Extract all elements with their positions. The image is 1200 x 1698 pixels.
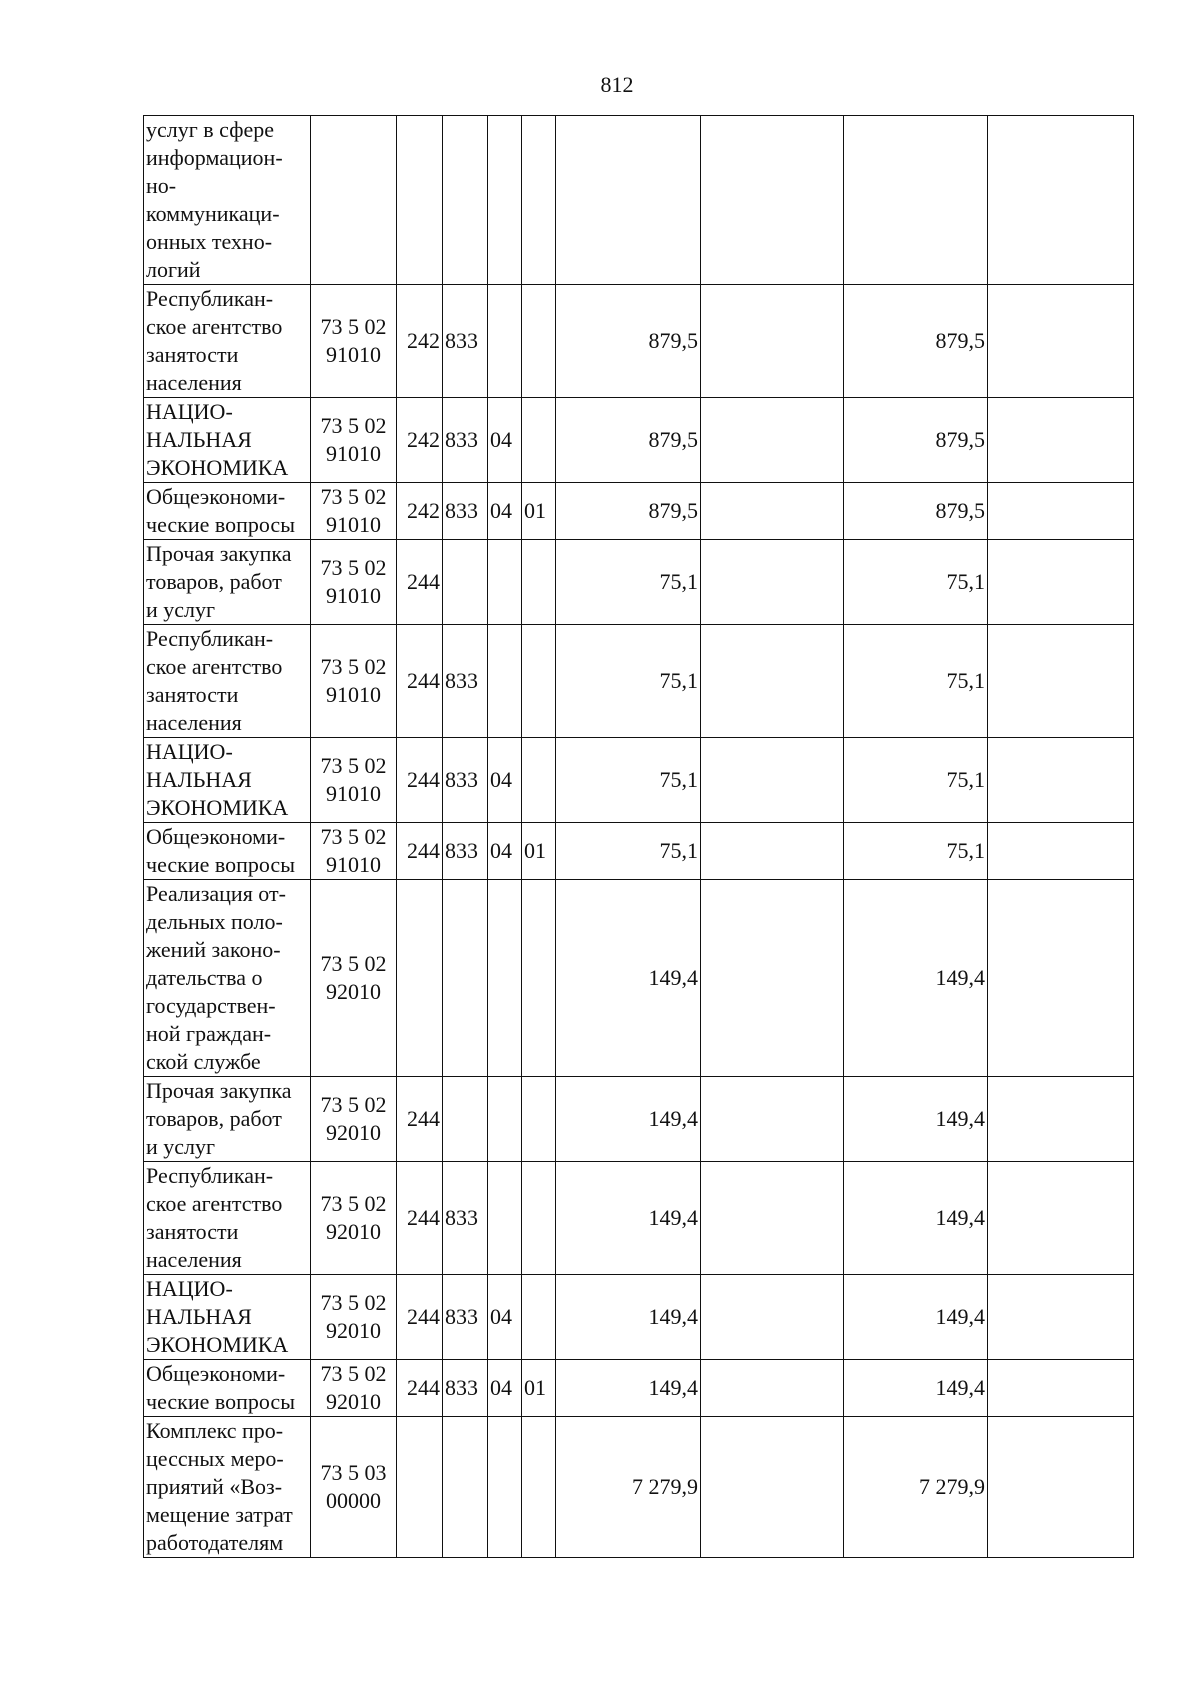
col-value-2 bbox=[701, 1162, 844, 1275]
col-vr: 244 bbox=[397, 625, 443, 738]
col-vr: 242 bbox=[397, 483, 443, 540]
col-vr: 244 bbox=[397, 1360, 443, 1417]
csr-line: 91010 bbox=[326, 441, 381, 466]
col-gr: 833 bbox=[443, 285, 488, 398]
col-rz bbox=[488, 116, 522, 285]
name-line: ЭКОНОМИКА bbox=[146, 455, 289, 480]
csr-line: 92010 bbox=[326, 1318, 381, 1343]
col-gr: 833 bbox=[443, 823, 488, 880]
col-rz bbox=[488, 1417, 522, 1558]
csr-line: 73 5 02 bbox=[320, 654, 387, 679]
col-csr bbox=[311, 116, 397, 285]
cell-name bbox=[144, 880, 311, 1077]
col-vr: 244 bbox=[397, 1077, 443, 1162]
name-line: Комплекс про- bbox=[146, 1418, 284, 1443]
col-value-3: 75,1 bbox=[844, 738, 988, 823]
table-row bbox=[144, 1077, 1134, 1162]
name-line: занятости bbox=[146, 342, 239, 367]
name-line: НАЛЬНАЯ bbox=[146, 1304, 252, 1329]
name-line: Общеэкономи- bbox=[146, 484, 286, 509]
csr-line: 73 5 03 bbox=[320, 1460, 387, 1485]
name-line: НАЛЬНАЯ bbox=[146, 427, 252, 452]
csr-line: 91010 bbox=[326, 512, 381, 537]
col-value-2 bbox=[701, 1077, 844, 1162]
col-pr: 01 bbox=[522, 483, 556, 540]
name-line: ской службе bbox=[146, 1049, 261, 1074]
name-line: ское агентство bbox=[146, 1191, 283, 1216]
col-vr: 244 bbox=[397, 823, 443, 880]
table-body bbox=[144, 116, 1134, 1558]
col-pr bbox=[522, 1275, 556, 1360]
col-csr bbox=[311, 880, 397, 1077]
col-gr: 833 bbox=[443, 1162, 488, 1275]
table-row bbox=[144, 880, 1134, 1077]
col-value-4 bbox=[988, 483, 1134, 540]
col-csr bbox=[311, 625, 397, 738]
name-line: НАЦИО- bbox=[146, 739, 233, 764]
name-line: мещение затрат bbox=[146, 1502, 293, 1527]
cell-name bbox=[144, 1077, 311, 1162]
name-line: ЭКОНОМИКА bbox=[146, 795, 289, 820]
csr-line: 91010 bbox=[326, 583, 381, 608]
col-rz: 04 bbox=[488, 483, 522, 540]
col-value-3: 879,5 bbox=[844, 483, 988, 540]
col-csr bbox=[311, 1360, 397, 1417]
name-line: Республикан- bbox=[146, 286, 274, 311]
col-pr: 01 bbox=[522, 823, 556, 880]
col-gr bbox=[443, 1417, 488, 1558]
col-value-1: 149,4 bbox=[556, 1162, 701, 1275]
name-line: Реализация от- bbox=[146, 881, 286, 906]
col-value-1: 149,4 bbox=[556, 880, 701, 1077]
csr-line: 91010 bbox=[326, 781, 381, 806]
name-line: коммуникаци- bbox=[146, 201, 280, 226]
csr-line: 91010 bbox=[326, 852, 381, 877]
name-line: Общеэкономи- bbox=[146, 1361, 286, 1386]
col-value-2 bbox=[701, 483, 844, 540]
csr-line: 73 5 02 bbox=[320, 824, 387, 849]
name-line: онных техно- bbox=[146, 229, 273, 254]
col-pr bbox=[522, 1162, 556, 1275]
name-line: и услуг bbox=[146, 1134, 216, 1159]
col-vr: 242 bbox=[397, 285, 443, 398]
name-line: и услуг bbox=[146, 597, 216, 622]
name-line: Республикан- bbox=[146, 1163, 274, 1188]
csr-line: 73 5 02 bbox=[320, 951, 387, 976]
col-csr bbox=[311, 1077, 397, 1162]
name-line: населения bbox=[146, 1247, 242, 1272]
cell-name bbox=[144, 625, 311, 738]
col-rz bbox=[488, 1077, 522, 1162]
col-gr bbox=[443, 1077, 488, 1162]
name-line: НАЦИО- bbox=[146, 1276, 233, 1301]
name-line: государствен- bbox=[146, 993, 276, 1018]
csr-line: 92010 bbox=[326, 1219, 381, 1244]
col-pr: 01 bbox=[522, 1360, 556, 1417]
col-value-3: 75,1 bbox=[844, 540, 988, 625]
col-value-3: 149,4 bbox=[844, 1275, 988, 1360]
col-pr bbox=[522, 625, 556, 738]
col-pr bbox=[522, 398, 556, 483]
csr-line: 73 5 02 bbox=[320, 314, 387, 339]
table-row bbox=[144, 1275, 1134, 1360]
col-value-1: 75,1 bbox=[556, 738, 701, 823]
name-line: Республикан- bbox=[146, 626, 274, 651]
name-line: занятости bbox=[146, 1219, 239, 1244]
col-rz: 04 bbox=[488, 1360, 522, 1417]
col-vr: 244 bbox=[397, 738, 443, 823]
name-line: услуг в сфере bbox=[146, 117, 274, 142]
name-line: логий bbox=[146, 257, 201, 282]
cell-name bbox=[144, 823, 311, 880]
cell-name bbox=[144, 540, 311, 625]
name-line: Прочая закупка bbox=[146, 541, 292, 566]
cell-name bbox=[144, 116, 311, 285]
name-line: товаров, работ bbox=[146, 1106, 282, 1131]
name-line: приятий «Воз- bbox=[146, 1474, 283, 1499]
table-row bbox=[144, 398, 1134, 483]
name-line: Прочая закупка bbox=[146, 1078, 292, 1103]
name-line: НАЦИО- bbox=[146, 399, 233, 424]
table-row bbox=[144, 1360, 1134, 1417]
col-value-2 bbox=[701, 1275, 844, 1360]
col-value-3 bbox=[844, 116, 988, 285]
col-gr: 833 bbox=[443, 1360, 488, 1417]
csr-line: 73 5 02 bbox=[320, 555, 387, 580]
col-gr bbox=[443, 880, 488, 1077]
col-value-2 bbox=[701, 540, 844, 625]
cell-name bbox=[144, 483, 311, 540]
name-line: населения bbox=[146, 710, 242, 735]
name-line: ческие вопросы bbox=[146, 512, 295, 537]
budget-table bbox=[143, 115, 1134, 1558]
col-value-4 bbox=[988, 1360, 1134, 1417]
name-line: занятости bbox=[146, 682, 239, 707]
col-csr bbox=[311, 483, 397, 540]
col-rz bbox=[488, 625, 522, 738]
col-value-3: 7 279,9 bbox=[844, 1417, 988, 1558]
cell-name bbox=[144, 398, 311, 483]
col-value-1: 75,1 bbox=[556, 540, 701, 625]
col-value-3: 75,1 bbox=[844, 823, 988, 880]
name-line: цессных меро- bbox=[146, 1446, 284, 1471]
name-line: ной граждан- bbox=[146, 1021, 272, 1046]
col-value-4 bbox=[988, 285, 1134, 398]
name-line: ское агентство bbox=[146, 654, 283, 679]
col-rz bbox=[488, 880, 522, 1077]
col-vr: 242 bbox=[397, 398, 443, 483]
col-rz: 04 bbox=[488, 1275, 522, 1360]
col-rz: 04 bbox=[488, 738, 522, 823]
csr-line: 73 5 02 bbox=[320, 1191, 387, 1216]
col-rz bbox=[488, 1162, 522, 1275]
col-value-2 bbox=[701, 398, 844, 483]
name-line: ское агентство bbox=[146, 314, 283, 339]
csr-line: 73 5 02 bbox=[320, 1092, 387, 1117]
csr-line: 73 5 02 bbox=[320, 484, 387, 509]
col-value-1: 879,5 bbox=[556, 483, 701, 540]
table-row bbox=[144, 116, 1134, 285]
col-value-3: 75,1 bbox=[844, 625, 988, 738]
col-value-2 bbox=[701, 1360, 844, 1417]
col-value-4 bbox=[988, 1417, 1134, 1558]
table-row bbox=[144, 823, 1134, 880]
col-value-3: 149,4 bbox=[844, 1360, 988, 1417]
name-line: ЭКОНОМИКА bbox=[146, 1332, 289, 1357]
csr-line: 73 5 02 bbox=[320, 753, 387, 778]
col-value-4 bbox=[988, 540, 1134, 625]
col-value-4 bbox=[988, 880, 1134, 1077]
col-csr bbox=[311, 823, 397, 880]
name-line: дельных поло- bbox=[146, 909, 283, 934]
col-value-4 bbox=[988, 1162, 1134, 1275]
col-value-3: 149,4 bbox=[844, 1077, 988, 1162]
csr-line: 91010 bbox=[326, 682, 381, 707]
col-gr bbox=[443, 540, 488, 625]
col-value-2 bbox=[701, 116, 844, 285]
col-value-2 bbox=[701, 1417, 844, 1558]
col-value-4 bbox=[988, 116, 1134, 285]
col-vr bbox=[397, 880, 443, 1077]
col-pr bbox=[522, 1417, 556, 1558]
col-value-1 bbox=[556, 116, 701, 285]
name-line: работодателям bbox=[146, 1530, 284, 1555]
col-value-2 bbox=[701, 880, 844, 1077]
col-pr bbox=[522, 285, 556, 398]
col-value-2 bbox=[701, 625, 844, 738]
csr-line: 92010 bbox=[326, 1389, 381, 1414]
col-csr bbox=[311, 1275, 397, 1360]
col-value-1: 75,1 bbox=[556, 823, 701, 880]
col-csr bbox=[311, 1417, 397, 1558]
name-line: населения bbox=[146, 370, 242, 395]
col-value-1: 149,4 bbox=[556, 1077, 701, 1162]
csr-line: 92010 bbox=[326, 1120, 381, 1145]
col-value-2 bbox=[701, 823, 844, 880]
col-gr: 833 bbox=[443, 1275, 488, 1360]
col-csr bbox=[311, 398, 397, 483]
col-value-4 bbox=[988, 823, 1134, 880]
cell-name bbox=[144, 1162, 311, 1275]
col-vr: 244 bbox=[397, 1162, 443, 1275]
col-csr bbox=[311, 738, 397, 823]
col-csr bbox=[311, 1162, 397, 1275]
col-value-1: 879,5 bbox=[556, 398, 701, 483]
col-value-1: 75,1 bbox=[556, 625, 701, 738]
col-rz bbox=[488, 540, 522, 625]
table-row bbox=[144, 540, 1134, 625]
col-value-3: 149,4 bbox=[844, 880, 988, 1077]
name-line: жений законо- bbox=[146, 937, 281, 962]
col-pr bbox=[522, 880, 556, 1077]
col-gr: 833 bbox=[443, 738, 488, 823]
col-rz: 04 bbox=[488, 398, 522, 483]
name-line: информацион- bbox=[146, 145, 283, 170]
csr-line: 73 5 02 bbox=[320, 1361, 387, 1386]
col-vr bbox=[397, 1417, 443, 1558]
col-vr: 244 bbox=[397, 1275, 443, 1360]
name-line: ческие вопросы bbox=[146, 1389, 295, 1414]
name-line: Общеэкономи- bbox=[146, 824, 286, 849]
table-row bbox=[144, 1417, 1134, 1558]
table-row bbox=[144, 285, 1134, 398]
page-number: 812 bbox=[600, 72, 634, 97]
table-row bbox=[144, 625, 1134, 738]
col-pr bbox=[522, 1077, 556, 1162]
col-gr bbox=[443, 116, 488, 285]
col-csr bbox=[311, 540, 397, 625]
cell-name bbox=[144, 1275, 311, 1360]
col-gr: 833 bbox=[443, 625, 488, 738]
cell-name bbox=[144, 285, 311, 398]
col-value-4 bbox=[988, 625, 1134, 738]
col-value-2 bbox=[701, 285, 844, 398]
csr-line: 73 5 02 bbox=[320, 413, 387, 438]
table-row bbox=[144, 1162, 1134, 1275]
col-gr: 833 bbox=[443, 483, 488, 540]
col-value-4 bbox=[988, 1077, 1134, 1162]
col-value-1: 879,5 bbox=[556, 285, 701, 398]
col-vr: 244 bbox=[397, 540, 443, 625]
csr-line: 73 5 02 bbox=[320, 1290, 387, 1315]
col-gr: 833 bbox=[443, 398, 488, 483]
cell-name bbox=[144, 1417, 311, 1558]
col-pr bbox=[522, 116, 556, 285]
col-csr bbox=[311, 285, 397, 398]
col-value-4 bbox=[988, 398, 1134, 483]
name-line: ческие вопросы bbox=[146, 852, 295, 877]
cell-name bbox=[144, 738, 311, 823]
csr-line: 91010 bbox=[326, 342, 381, 367]
col-value-2 bbox=[701, 738, 844, 823]
col-value-3: 879,5 bbox=[844, 285, 988, 398]
csr-line: 00000 bbox=[326, 1488, 381, 1513]
name-line: но- bbox=[146, 173, 177, 198]
col-pr bbox=[522, 738, 556, 823]
col-pr bbox=[522, 540, 556, 625]
name-line: НАЛЬНАЯ bbox=[146, 767, 252, 792]
table-row bbox=[144, 483, 1134, 540]
col-value-1: 149,4 bbox=[556, 1360, 701, 1417]
col-value-3: 879,5 bbox=[844, 398, 988, 483]
col-value-3: 149,4 bbox=[844, 1162, 988, 1275]
col-value-1: 7 279,9 bbox=[556, 1417, 701, 1558]
col-value-4 bbox=[988, 738, 1134, 823]
csr-line: 92010 bbox=[326, 979, 381, 1004]
cell-name bbox=[144, 1360, 311, 1417]
col-value-4 bbox=[988, 1275, 1134, 1360]
col-rz: 04 bbox=[488, 823, 522, 880]
name-line: дательства о bbox=[146, 965, 263, 990]
table-row bbox=[144, 738, 1134, 823]
col-rz bbox=[488, 285, 522, 398]
col-vr bbox=[397, 116, 443, 285]
col-value-1: 149,4 bbox=[556, 1275, 701, 1360]
name-line: товаров, работ bbox=[146, 569, 282, 594]
